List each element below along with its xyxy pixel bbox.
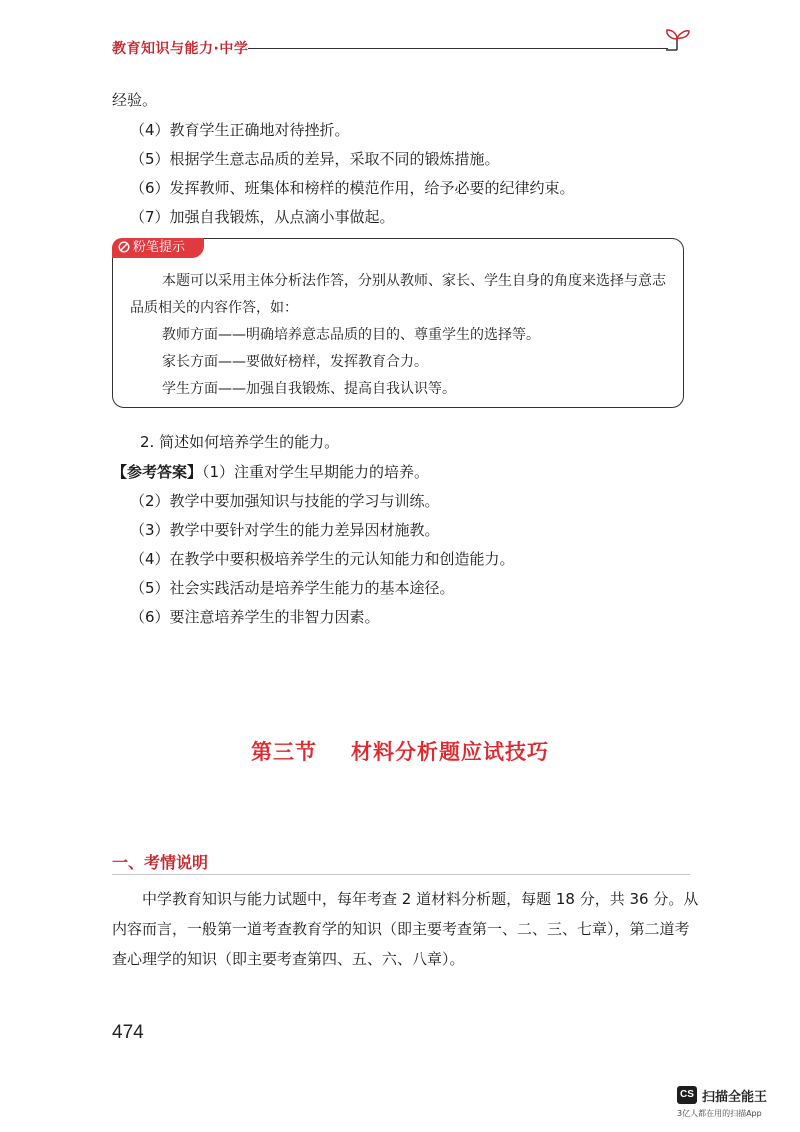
subsection-heading: 一、考情说明 [112,853,209,872]
tip-text-line: 家长方面——要做好榜样，发挥教育合力。 [162,354,428,370]
text-line: （6）发挥教师、班集体和榜样的模范作用，给予必要的纪律约束。 [130,179,575,197]
page-number: 474 [112,1022,144,1043]
running-header-title: 教育知识与能力·中学 [112,41,249,57]
section-heading [0,736,800,766]
answer-first-line [112,462,429,482]
header-rule [248,48,668,49]
section-number: 第三节 [251,740,317,764]
scanner-slogan: 3亿人都在用的扫描App [677,1109,762,1118]
text-line: （5）根据学生意志品质的差异，采取不同的锻炼措施。 [130,150,500,168]
tip-label: 粉笔提示 [133,240,186,255]
tip-text-line: 本题可以采用主体分析法作答，分别从教师、家长、学生自身的角度来选择与意志 [162,273,666,289]
answer-item: （2）教学中要加强知识与技能的学习与训练。 [130,492,440,510]
sprout-icon [662,26,692,52]
answer-item: （5）社会实践活动是培养学生能力的基本途径。 [130,579,455,597]
answer-item: （6）要注意培养学生的非智力因素。 [130,608,380,626]
paragraph-line: 查心理学的知识（即主要考查第四、五、六、八章）。 [112,950,465,968]
answer-item: （1）注重对学生早期能力的培养。 [202,463,430,481]
text-line: 经验。 [112,91,158,109]
section-title: 材料分析题应试技巧 [351,740,549,764]
no-sign-icon [118,241,130,253]
tip-text-line: 品质相关的内容作答，如： [130,300,298,316]
tip-text-line: 教师方面——明确培养意志品质的目的、尊重学生的选择等。 [162,327,540,343]
text-line: （7）加强自我锻炼，从点滴小事做起。 [130,208,395,226]
subsection-rule [112,874,690,875]
question-title: 2. 简述如何培养学生的能力。 [140,433,340,451]
tip-label-tab [112,238,204,258]
paragraph-line: 中学教育知识与能力试题中，每年考查 2 道材料分析题，每题 18 分，共 36 分。从 [142,890,699,908]
tip-text-line: 学生方面——加强自我锻炼、提高自我认识等。 [162,381,456,397]
answer-item: （4）在教学中要积极培养学生的元认知能力和创造能力。 [130,550,515,568]
paragraph-line: 内容而言，一般第一道考查教育学的知识（即主要考查第一、二、三、七章），第二道考 [112,920,690,938]
scanner-logo: CS [677,1086,697,1104]
scanner-app-name: 扫描全能王 [702,1090,768,1105]
answer-item: （3）教学中要针对学生的能力差异因材施教。 [130,521,440,539]
text-line: （4）教育学生正确地对待挫折。 [130,121,350,139]
answer-label: 【参考答案】 [112,463,203,481]
